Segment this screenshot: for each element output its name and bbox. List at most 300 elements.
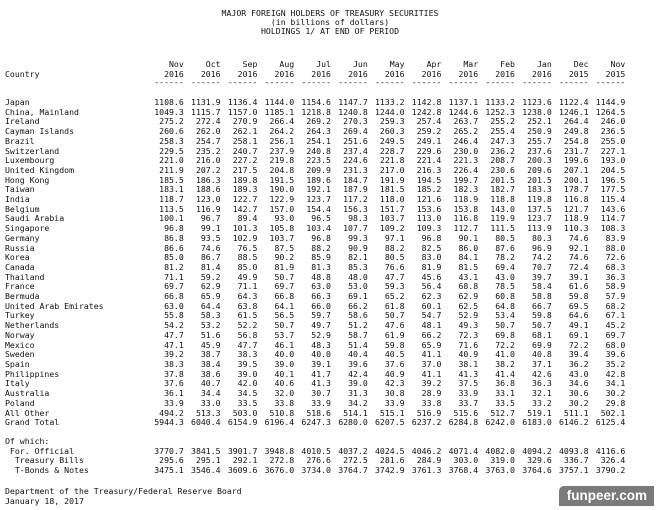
- column-underline: ------: [154, 77, 184, 87]
- holding-value: 41.1: [421, 349, 442, 360]
- holding-value: 518.6: [306, 407, 331, 418]
- holding-value: 80.5: [495, 232, 515, 243]
- header-underline-row: [5, 79, 625, 89]
- holding-value: 39.0: [274, 358, 295, 369]
- country-name: Sweden: [5, 349, 35, 360]
- holding-value: 51.2: [348, 320, 368, 331]
- holding-value: 69.7: [605, 329, 626, 340]
- holding-value: 1242.8: [411, 106, 442, 117]
- holding-value: 122.7: [232, 194, 258, 205]
- holding-value: 58.6: [348, 310, 368, 321]
- report-units: (in billions of dollars): [270, 17, 390, 27]
- holding-value: 62.3: [421, 291, 442, 302]
- holding-value: 251.6: [343, 135, 368, 146]
- holding-value: 252.1: [527, 116, 552, 127]
- holding-value: 37.5: [458, 378, 479, 389]
- holding-value: 62.5: [458, 300, 479, 311]
- holding-value: 45.6: [421, 271, 442, 282]
- holding-value: 72.2: [568, 339, 589, 350]
- holding-value: 62.9: [458, 291, 479, 302]
- holding-value: 34.4: [200, 388, 221, 399]
- holding-value: 185.5: [159, 174, 184, 185]
- holding-value: 72.4: [568, 261, 589, 272]
- column-year: 2016: [200, 69, 221, 79]
- country-name: Brazil: [5, 135, 35, 146]
- holding-value: 64.3: [237, 291, 258, 302]
- subtotal-value: 4024.5: [375, 445, 405, 456]
- holding-value: 49.3: [458, 320, 479, 331]
- column-month: Jan: [536, 59, 552, 69]
- holding-value: 103.7: [269, 232, 295, 243]
- holding-value: 96.8: [164, 223, 184, 234]
- holding-value: 254.1: [306, 135, 331, 146]
- holding-value: 1133.2: [375, 97, 405, 107]
- holding-value: 235.2: [195, 145, 221, 156]
- holding-value: 69.9: [532, 339, 552, 350]
- holding-value: 246.0: [600, 116, 626, 127]
- holding-value: 42.3: [384, 378, 405, 389]
- holding-value: 69.1: [568, 329, 589, 340]
- country-name: Belgium: [5, 203, 40, 214]
- holding-value: 41.3: [311, 378, 331, 389]
- holding-value: 231.3: [343, 164, 368, 175]
- holding-value: 42.8: [605, 368, 626, 379]
- underline-blank: [5, 79, 147, 89]
- holding-value: 39.0: [237, 368, 258, 379]
- subtotal-value: 3841.5: [191, 445, 221, 456]
- holding-value: 30.6: [568, 388, 589, 399]
- holding-value: 1133.2: [485, 97, 515, 107]
- subtotal-value: 276.6: [306, 455, 331, 466]
- holding-value: 71.1: [237, 281, 258, 292]
- holding-value: 113.5: [159, 203, 184, 214]
- holding-value: 255.4: [490, 126, 515, 137]
- holding-value: 6247.3: [301, 417, 331, 428]
- holding-value: 200.3: [527, 155, 552, 166]
- holding-value: 177.5: [600, 184, 626, 195]
- holding-value: 1240.8: [338, 106, 368, 117]
- holding-value: 33.1: [495, 388, 515, 399]
- column-year: 2016: [164, 69, 184, 79]
- country-name: United Arab Emirates: [5, 300, 104, 311]
- holding-value: 209.9: [306, 164, 331, 175]
- holding-value: 84.1: [458, 252, 479, 263]
- subtotal-value: 272.5: [343, 455, 368, 466]
- holding-value: 48.3: [311, 339, 331, 350]
- holding-value: 249.5: [379, 135, 405, 146]
- holding-value: 231.7: [563, 145, 589, 156]
- holding-value: 6207.5: [375, 417, 405, 428]
- subtotal-value: 295.6: [159, 455, 184, 466]
- column-underline: ------: [264, 77, 295, 87]
- subtotal-label: For. Official: [5, 445, 75, 456]
- holding-value: 154.4: [306, 203, 331, 214]
- subtotal-value: 4094.2: [522, 445, 552, 456]
- holding-value: 262.1: [232, 126, 258, 137]
- holding-value: 101.3: [232, 223, 258, 234]
- holding-value: 237.9: [269, 145, 295, 156]
- holding-value: 240.7: [232, 145, 258, 156]
- holding-value: 227.1: [600, 145, 626, 156]
- holding-value: 64.4: [200, 300, 221, 311]
- holding-value: 1264.5: [595, 106, 626, 117]
- holding-value: 64.8: [495, 300, 515, 311]
- holding-value: 34.6: [568, 378, 589, 389]
- holding-value: 1137.1: [448, 97, 479, 107]
- holding-value: 269.2: [306, 116, 331, 127]
- holding-value: 87.5: [274, 242, 295, 253]
- holding-value: 32.0: [274, 388, 295, 399]
- country-name: Switzerland: [5, 145, 60, 156]
- holding-value: 33.9: [384, 397, 405, 408]
- holding-value: 513.3: [195, 407, 221, 418]
- holding-value: 72.2: [495, 339, 515, 350]
- country-name: Turkey: [5, 310, 35, 321]
- holding-value: 69.4: [495, 261, 515, 272]
- holding-value: 142.7: [232, 203, 258, 214]
- holding-value: 183.1: [159, 184, 184, 195]
- column-month: Nov: [610, 59, 626, 69]
- holding-value: 230.6: [490, 164, 515, 175]
- holding-value: 123.0: [195, 194, 221, 205]
- holding-value: 118.8: [490, 194, 515, 205]
- holding-value: 41.3: [458, 368, 479, 379]
- country-name: Cayman Islands: [5, 126, 75, 137]
- holding-value: 113.9: [527, 223, 552, 234]
- column-year: 2016: [458, 69, 479, 79]
- holding-value: 85.0: [164, 252, 184, 263]
- holding-value: 249.1: [416, 135, 442, 146]
- column-underline: ------: [595, 77, 626, 87]
- holding-value: 67.1: [605, 310, 626, 321]
- holding-value: 74.6: [200, 242, 221, 253]
- holding-value: 59.8: [532, 310, 552, 321]
- subtotal-value: 284.9: [416, 455, 442, 466]
- holding-value: 192.1: [306, 184, 331, 195]
- holding-value: 39.6: [348, 358, 368, 369]
- holding-value: 6280.0: [338, 417, 368, 428]
- holding-value: 49.9: [237, 271, 258, 282]
- holding-value: 32.1: [532, 388, 552, 399]
- column-month: May: [389, 59, 405, 69]
- holding-value: 33.9: [311, 397, 331, 408]
- holding-value: 204.5: [600, 164, 626, 175]
- holding-value: 69.7: [274, 281, 295, 292]
- holding-value: 83.9: [605, 232, 626, 243]
- holding-value: 185.2: [416, 184, 442, 195]
- holding-value: 85.3: [348, 261, 368, 272]
- holding-value: 50.7: [495, 320, 515, 331]
- holding-value: 260.6: [159, 126, 184, 137]
- table-row: [5, 418, 625, 428]
- holding-value: 236.2: [490, 145, 515, 156]
- column-year: 2016: [384, 69, 405, 79]
- column-month: Feb: [500, 59, 515, 69]
- subtotal-value: 4116.6: [595, 445, 626, 456]
- holding-value: 108.3: [600, 223, 626, 234]
- holding-value: 58.7: [348, 329, 368, 340]
- column-underline: ------: [191, 77, 221, 87]
- holding-value: 121.6: [416, 194, 442, 205]
- holding-value: 88.2: [384, 242, 405, 253]
- holding-value: 221.3: [453, 155, 479, 166]
- holding-value: 1122.4: [558, 97, 589, 107]
- holding-value: 36.2: [568, 358, 589, 369]
- holding-value: 88.5: [237, 252, 258, 263]
- holding-value: 38.7: [200, 349, 221, 360]
- holding-value: 519.1: [527, 407, 552, 418]
- holding-value: 208.7: [490, 155, 515, 166]
- holding-value: 49.1: [568, 320, 589, 331]
- holding-value: 30.2: [605, 388, 626, 399]
- country-name: Hong Kong: [5, 174, 50, 185]
- holding-value: 66.0: [311, 300, 331, 311]
- holding-value: 191.9: [379, 174, 405, 185]
- holding-value: 47.7: [237, 339, 258, 350]
- holding-value: 42.6: [532, 368, 552, 379]
- holding-value: 61.5: [237, 310, 258, 321]
- subtotal-value: 295.1: [195, 455, 221, 466]
- holding-value: 510.8: [269, 407, 295, 418]
- report-title: MAJOR FOREIGN HOLDERS OF TREASURY SECURITIES: [221, 8, 439, 18]
- holding-value: 207.2: [195, 164, 221, 175]
- holding-value: 40.9: [458, 349, 479, 360]
- subtotal-value: 3757.1: [558, 465, 589, 476]
- country-name: United Kingdom: [5, 164, 75, 175]
- country-name: Ireland: [5, 116, 40, 127]
- column-underline: ------: [448, 77, 479, 87]
- holding-value: 52.2: [237, 320, 258, 331]
- holding-value: 200.1: [563, 174, 589, 185]
- holding-value: 229.5: [159, 145, 184, 156]
- column-underline: ------: [485, 77, 515, 87]
- subtotal-value: 3676.0: [264, 465, 295, 476]
- holding-value: 88.2: [311, 242, 331, 253]
- holding-value: 102.9: [232, 232, 258, 243]
- column-month: Aug: [279, 59, 295, 69]
- subtotal-value: 303.0: [453, 455, 479, 466]
- holding-value: 39.7: [532, 271, 552, 282]
- column-year: 2015: [568, 69, 589, 79]
- country-name: Luxembourg: [5, 155, 55, 166]
- holding-value: 51.6: [200, 329, 221, 340]
- holding-value: 92.1: [568, 242, 589, 253]
- holding-value: 59.8: [568, 291, 589, 302]
- holding-value: 48.0: [348, 271, 368, 282]
- subtotal-value: 336.7: [563, 455, 589, 466]
- holding-value: 1136.4: [227, 97, 258, 107]
- holding-value: 255.7: [527, 135, 552, 146]
- holding-value: 56.4: [421, 281, 442, 292]
- holding-value: 112.7: [453, 223, 479, 234]
- holding-value: 1115.7: [191, 106, 221, 117]
- holding-value: 58.8: [532, 291, 552, 302]
- subtotal-value: 3742.9: [375, 465, 405, 476]
- holding-value: 221.0: [159, 155, 184, 166]
- holding-value: 1238.0: [522, 106, 552, 117]
- holding-value: 6242.0: [485, 417, 515, 428]
- country-name: Russia: [5, 242, 35, 253]
- holding-value: 246.4: [453, 135, 479, 146]
- holding-value: 217.0: [379, 164, 405, 175]
- holding-value: 107.7: [343, 223, 368, 234]
- holding-value: 119.9: [490, 213, 515, 224]
- holding-value: 82.1: [348, 252, 368, 263]
- country-name: Philippines: [5, 368, 60, 379]
- country-name: Grand Total: [5, 417, 60, 428]
- subtotal-value: 3764.6: [522, 465, 552, 476]
- holding-value: 137.5: [527, 203, 552, 214]
- holding-value: 265.2: [453, 126, 479, 137]
- column-month: Nov: [169, 59, 184, 69]
- holding-value: 35.2: [605, 358, 626, 369]
- holding-value: 250.9: [527, 126, 552, 137]
- holding-value: 254.8: [563, 135, 589, 146]
- holding-value: 1185.1: [264, 106, 295, 117]
- holding-value: 98.3: [348, 213, 368, 224]
- holding-value: 1147.7: [338, 97, 368, 107]
- holding-value: 80.3: [532, 232, 552, 243]
- holding-value: 40.7: [200, 378, 221, 389]
- holding-value: 50.7: [384, 310, 405, 321]
- holding-value: 1131.9: [191, 97, 221, 107]
- holding-value: 45.9: [200, 339, 221, 350]
- holding-value: 109.2: [379, 223, 405, 234]
- holding-value: 1218.8: [301, 106, 331, 117]
- holding-value: 42.4: [348, 368, 368, 379]
- holding-value: 254.7: [195, 135, 221, 146]
- holding-value: 63.0: [311, 281, 331, 292]
- holding-value: 76.6: [384, 261, 405, 272]
- holding-value: 45.2: [605, 320, 626, 331]
- holding-value: 6284.8: [448, 417, 479, 428]
- holding-value: 42.0: [237, 378, 258, 389]
- column-year: 2016: [274, 69, 295, 79]
- holding-value: 187.9: [343, 184, 368, 195]
- holding-value: 47.6: [384, 320, 405, 331]
- holding-value: 50.7: [532, 320, 552, 331]
- holding-value: 37.1: [532, 358, 552, 369]
- holding-value: 494.2: [159, 407, 184, 418]
- holding-value: 36.3: [605, 271, 626, 282]
- holding-value: 221.4: [416, 155, 442, 166]
- holding-value: 503.0: [232, 407, 258, 418]
- holding-value: 64.6: [568, 310, 589, 321]
- holding-value: 36.3: [532, 378, 552, 389]
- holding-value: 68.3: [605, 261, 626, 272]
- holding-value: 240.8: [306, 145, 331, 156]
- holding-value: 189.3: [232, 184, 258, 195]
- holding-value: 6125.4: [595, 417, 626, 428]
- holding-value: 34.2: [348, 397, 368, 408]
- subtotal-value: 3768.4: [448, 465, 479, 476]
- holding-value: 62.9: [200, 281, 221, 292]
- holding-value: 211.9: [159, 164, 184, 175]
- holding-value: 39.4: [568, 349, 589, 360]
- holding-value: 260.3: [379, 126, 405, 137]
- holding-value: 1244.0: [375, 106, 405, 117]
- holding-value: 188.6: [195, 184, 221, 195]
- holding-value: 86.7: [200, 252, 221, 263]
- holding-value: 258.1: [232, 135, 258, 146]
- holding-value: 178.7: [563, 184, 589, 195]
- subtotal-value: 4071.4: [448, 445, 479, 456]
- column-underline: ------: [558, 77, 589, 87]
- holding-value: 85.0: [237, 261, 258, 272]
- subtotal-value: 3734.0: [301, 465, 331, 476]
- column-year: 2016: [532, 69, 552, 79]
- holding-value: 227.2: [232, 155, 258, 166]
- holding-value: 116.9: [195, 203, 221, 214]
- holding-value: 47.7: [164, 329, 184, 340]
- holding-value: 39.2: [421, 378, 442, 389]
- subtotal-value: 4082.0: [485, 445, 515, 456]
- column-year: 2016: [495, 69, 515, 79]
- holding-value: 53.2: [200, 320, 221, 331]
- country-name: Japan: [5, 97, 30, 107]
- holding-value: 229.6: [416, 145, 442, 156]
- holding-value: 100.1: [159, 213, 184, 224]
- country-name: Mexico: [5, 339, 35, 350]
- holding-value: 516.9: [416, 407, 442, 418]
- holding-value: 74.2: [532, 252, 552, 263]
- holding-value: 61.8: [384, 300, 405, 311]
- holding-value: 118.7: [159, 194, 184, 205]
- holding-value: 60.8: [495, 291, 515, 302]
- holding-value: 72.6: [605, 252, 626, 263]
- holding-value: 33.9: [458, 388, 479, 399]
- subtotal-value: 4093.8: [558, 445, 589, 456]
- holding-value: 193.0: [600, 155, 626, 166]
- holding-value: 41.1: [421, 368, 442, 379]
- holding-value: 60.1: [421, 300, 442, 311]
- holding-value: 66.7: [532, 300, 552, 311]
- holding-value: 226.4: [453, 164, 479, 175]
- holding-value: 117.2: [343, 194, 368, 205]
- holding-value: 30.8: [384, 388, 405, 399]
- holding-value: 97.1: [384, 232, 405, 243]
- holding-value: 71.6: [458, 339, 479, 350]
- country-name: Bermuda: [5, 291, 40, 302]
- holding-value: 81.3: [311, 261, 331, 272]
- subtotal-value: 3901.7: [227, 445, 258, 456]
- holding-value: 156.3: [343, 203, 368, 214]
- holding-value: 68.0: [605, 339, 626, 350]
- holding-value: 269.4: [343, 126, 368, 137]
- holding-value: 1144.0: [264, 97, 295, 107]
- holding-value: 39.5: [237, 358, 258, 369]
- holding-value: 48.1: [421, 320, 442, 331]
- column-year: 2016: [348, 69, 368, 79]
- holding-value: 201.5: [527, 174, 552, 185]
- holding-value: 122.9: [269, 194, 295, 205]
- holding-value: 37.6: [164, 378, 184, 389]
- holding-value: 93.5: [200, 232, 221, 243]
- holding-value: 40.1: [274, 368, 295, 379]
- holding-value: 255.0: [600, 135, 626, 146]
- holding-value: 30.2: [568, 397, 589, 408]
- holding-value: 1252.3: [485, 106, 515, 117]
- holding-value: 190.0: [269, 184, 295, 195]
- country-name: Korea: [5, 252, 30, 263]
- holding-value: 114.7: [600, 213, 626, 224]
- holding-value: 39.1: [311, 358, 331, 369]
- holding-value: 116.8: [563, 194, 589, 205]
- holding-value: 78.2: [495, 252, 515, 263]
- holding-value: 65.2: [384, 291, 405, 302]
- holding-value: 72.3: [458, 329, 479, 340]
- holding-value: 515.6: [453, 407, 479, 418]
